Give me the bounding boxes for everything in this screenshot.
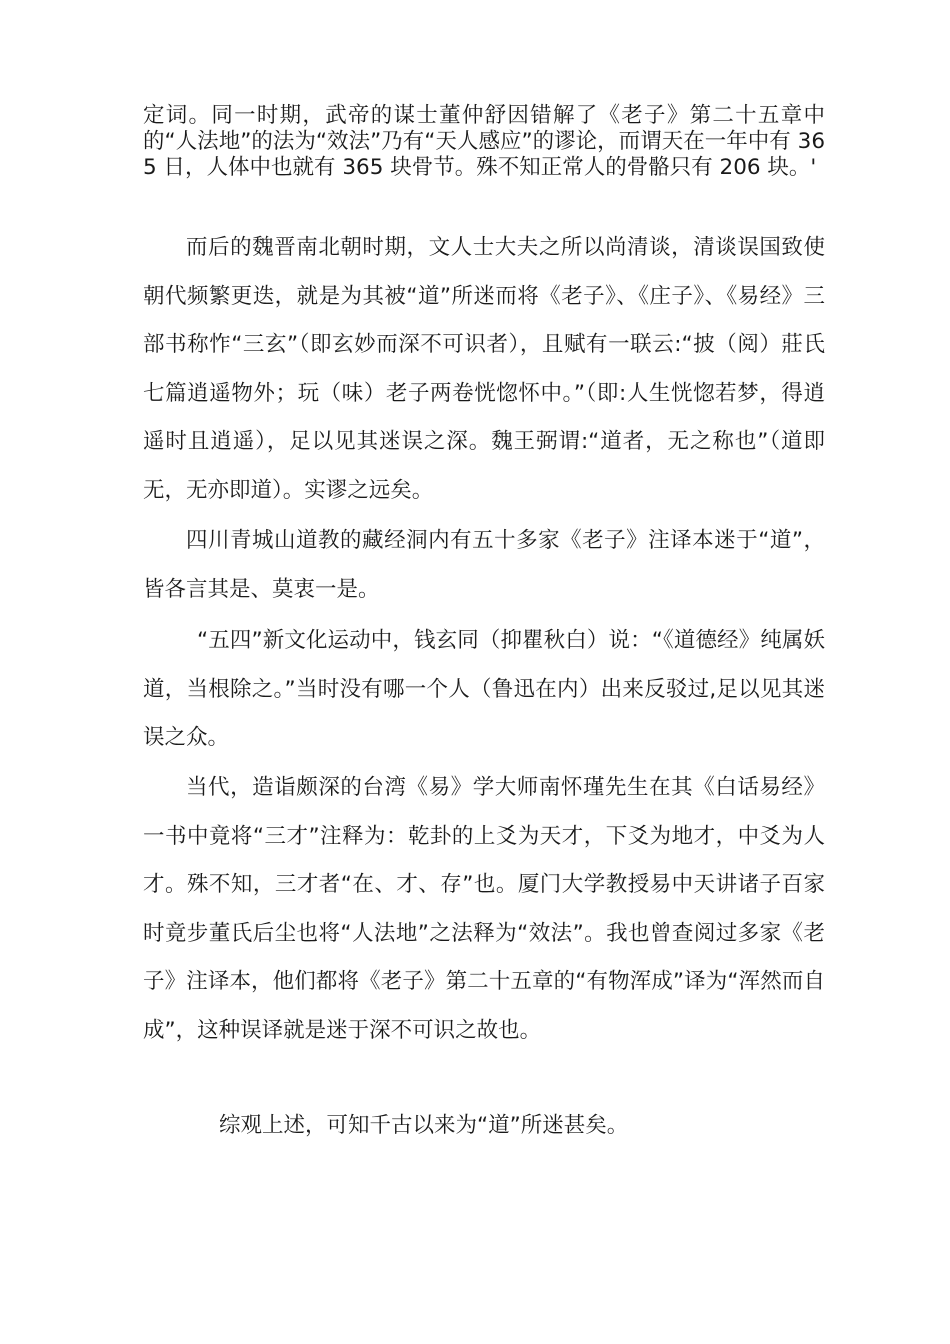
paragraph-contemporary: 当代，造诣颇深的台湾《易》学大师南怀瑾先生在其《白话易经》一书中竟将“三才”注释为：乾卦的上爻为天才，下爻为地才，中爻为人才。殊不知，三才者“在、才、存”也。厦门大学教授易中天讲诸子百家时竟步董氏后尘也将“人法地”之法释为“效法”。我也曾查阅过多家《老子》注译本，他们都将《老子》第二十五章的“有物浑成”译为“浑然而自成”，这种误译就是迷于深不可识之故也。 [143,775,825,1043]
paragraph-wei-jin: 而后的魏晋南北朝时期，文人士大夫之所以尚清谈，清谈误国致使朝代频繁更迭，就是为其被“道”所迷而将《老子》、《庄子》、《易经》三部书称怍“三玄”（即玄妙而深不可识者），且赋有一联云:“披（阅）莊氏七篇逍遥物外；玩（味）老子两卷恍惚怀中。”（即:人生恍惚若梦，得逍遥时且逍遥），足以见其迷误之深。魏王弼谓:“道者，无之称也”（道即无，无亦即道）。实谬之远矣。 [143,235,825,503]
paragraph-dong-zhongshu: 定词。同一时期，武帝的谋士董仲舒因错解了《老子》第二十五章中的“人法地”的法为“效法”乃有“天人感应”的谬论，而谓天在一年中有 365 日，人体中也就有 365 块骨节。殊不知正常人的骨骼只有 206 块。' [143,103,825,180]
paragraph-may-fourth: “五四”新文化运动中，钱玄同（抑瞿秋白）说：“《道德经》纯属妖道，当根除之。”当时没有哪一个人（鲁迅在内）出来反驳过,足以见其迷误之众。 [143,628,825,750]
paragraph-conclusion: 综观上述，可知千古以来为“道”所迷甚矣。 [219,1113,629,1138]
paragraph-qingcheng: 四川青城山道教的藏经洞内有五十多家《老子》注译本迷于“道”，皆各言其是、莫衷一是。 [143,528,825,602]
